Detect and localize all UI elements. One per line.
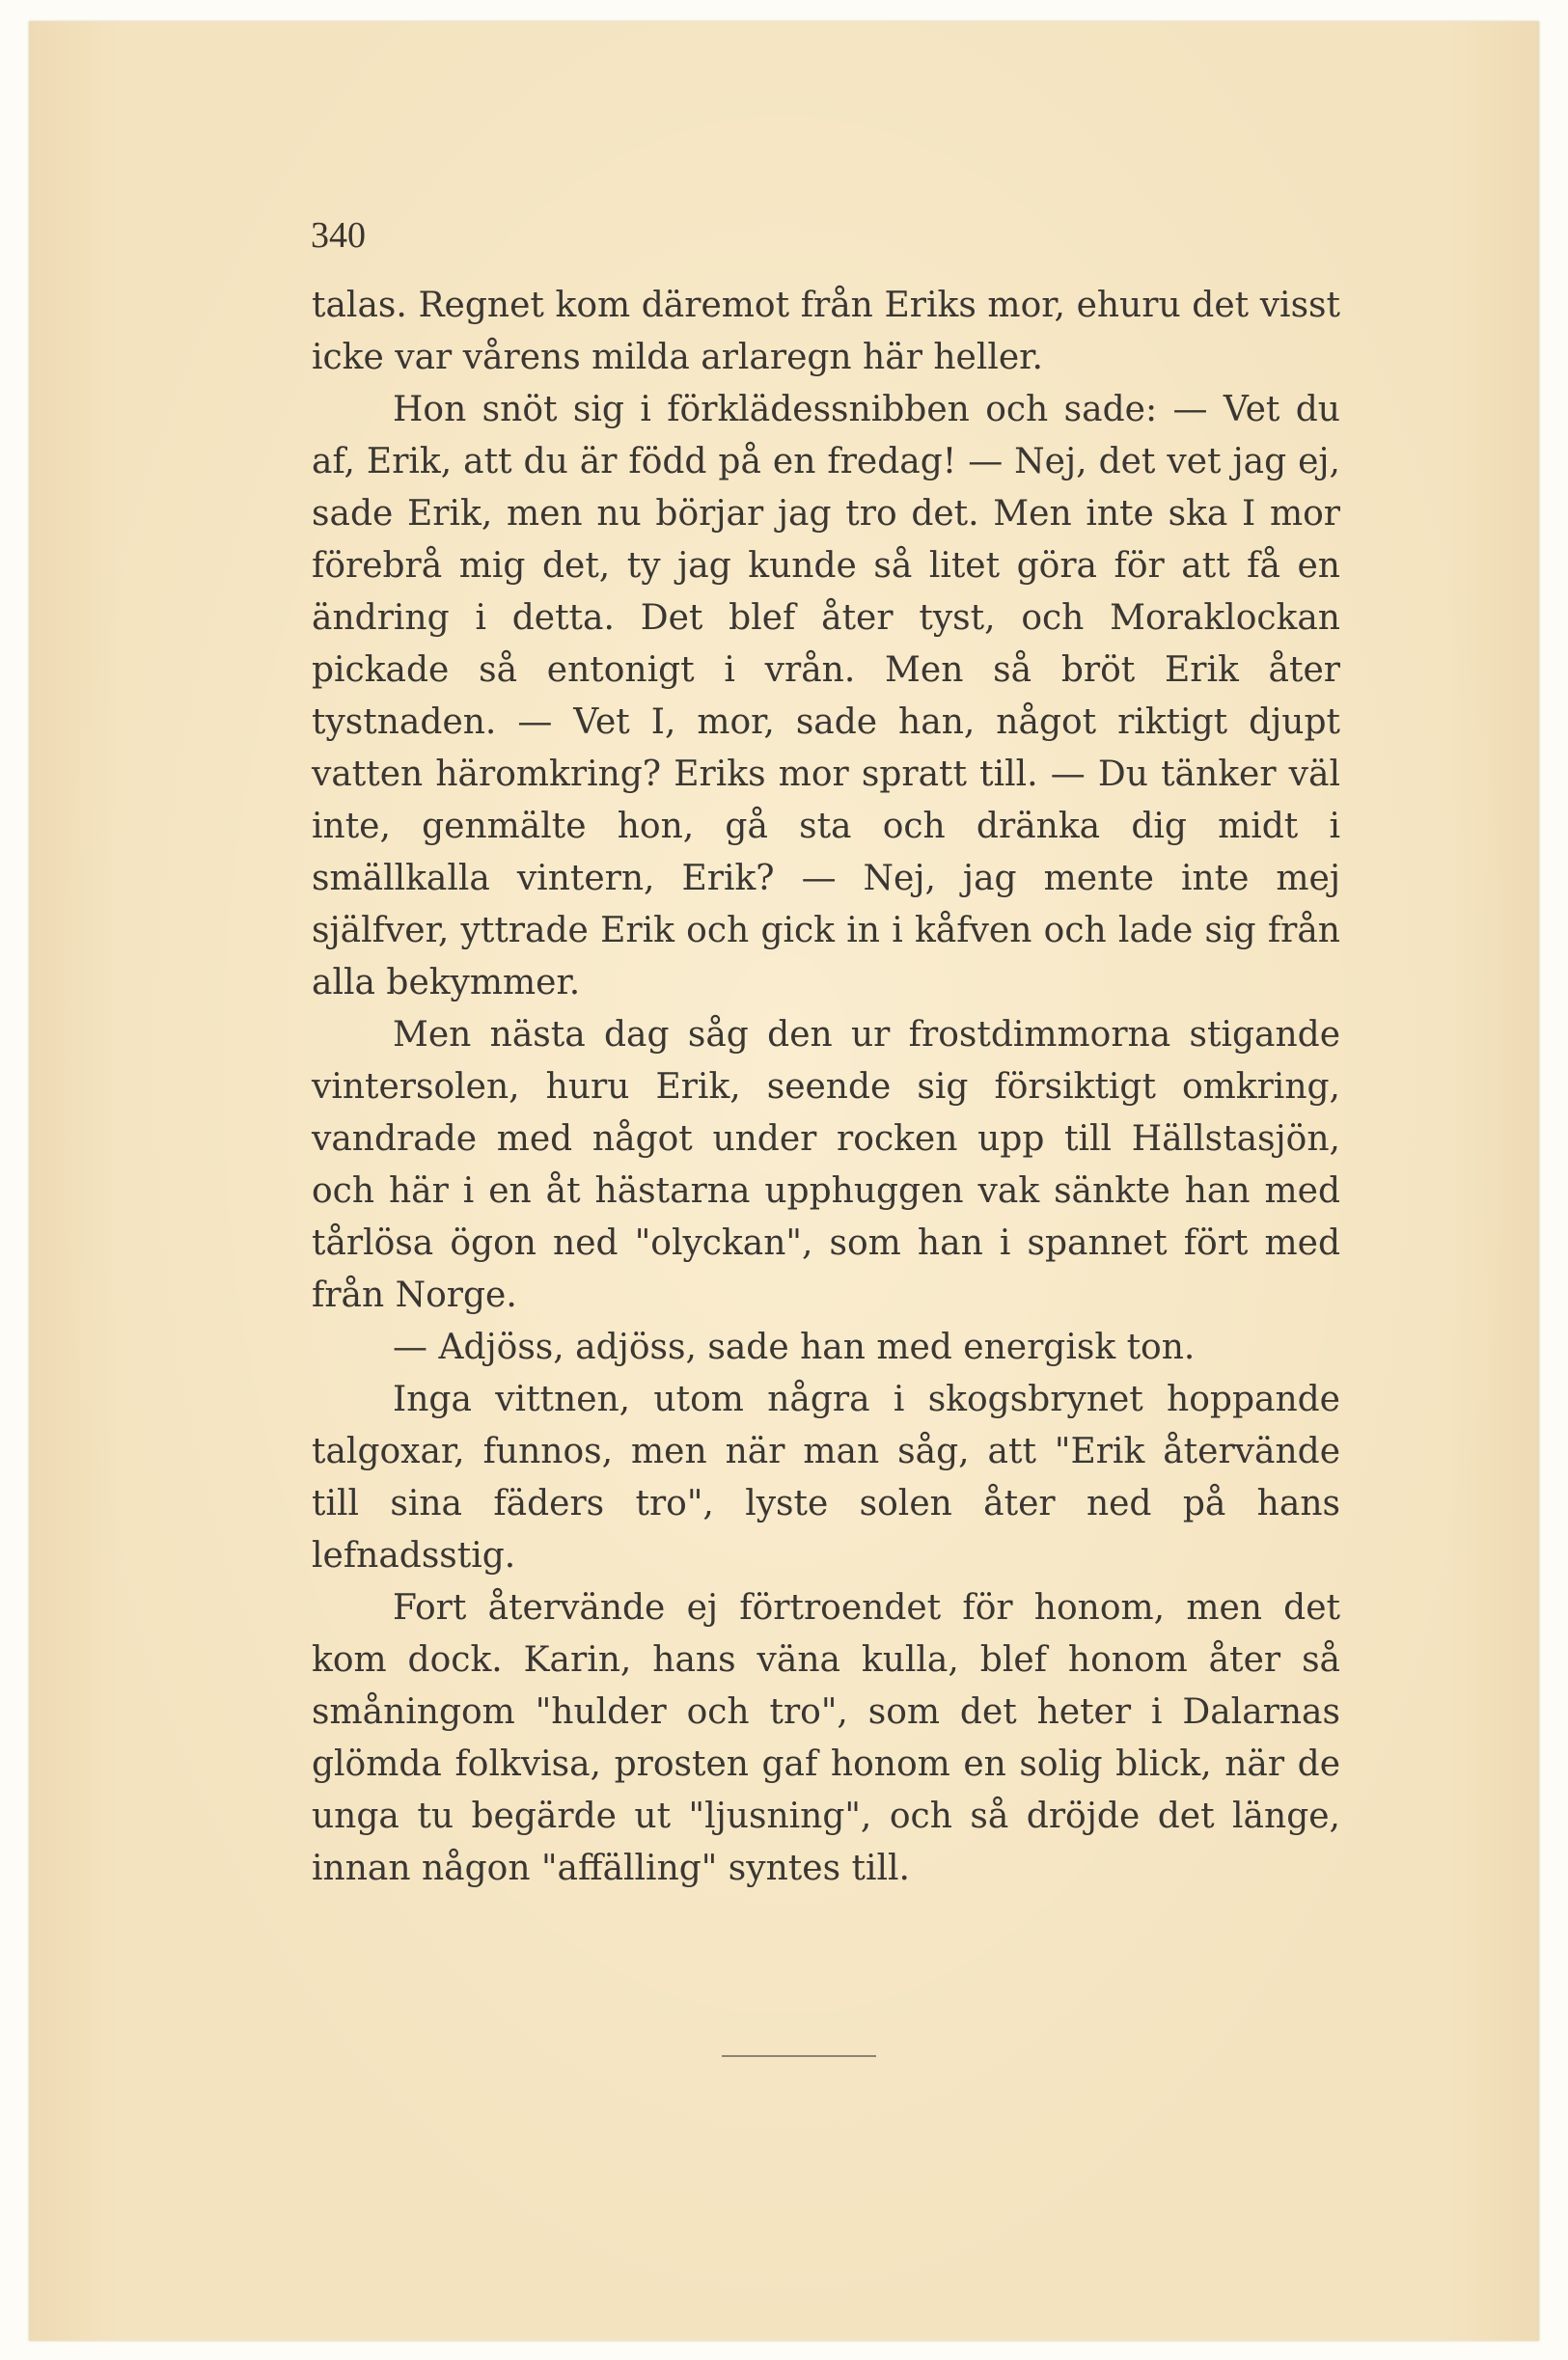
paragraph: Inga vittnen, utom några i skogsbrynet hoppande talgoxar, funnos, men när man såg, att "Erik återvände till sina fäders tro", lyste solen åter ned på hans lefnadsstig. [312,1380,1340,1576]
paragraph: Men nästa dag såg den ur frostdimmorna stigande vintersolen, huru Erik, seende sig försiktigt omkring, vandrade med något under rocken upp till Hällstasjön, och här i en åt hästarna upphuggen vak sänkte han med tårlösa ögon ned "olyckan", som han i spannet fört med från Norge. [312,1015,1340,1315]
paragraph: talas. Regnet kom däremot från Eriks mor, ehuru det visst icke var vårens milda arlaregn här heller. [312,286,1340,377]
paragraph: — Adjöss, adjöss, sade han med energisk ton. [393,1328,1196,1367]
paragraph: Hon snöt sig i förklädessnibben och sade: — Vet du af, Erik, att du är född på en fredag! — Nej, det vet jag ej, sade Erik, men nu börjar jag tro det. Men inte ska I mor förebrå mig det, ty jag kunde så litet göra för att få en ändring i detta. Det blef åter tyst, och Moraklockan pickade så entonigt i vrån. Men så bröt Erik åter tystnaden. — Vet I, mor, sade han, något riktigt djupt vatten häromkring? Eriks mor spratt till. — Du tänker väl inte, genmälte hon, gå sta och dränka dig midt i smällkalla vintern, Erik? — Nej, jag mente inte mej själfver, yttrade Erik och gick in i kåfven och lade sig från alla bekymmer. [312,390,1340,1002]
body-text [312,280,1340,1895]
section-end-rule [722,2055,876,2057]
paragraph: Fort återvände ej förtroendet för honom, men det kom dock. Karin, hans väna kulla, blef honom åter så småningom "hulder och tro", som det heter i Dalarnas glömda folkvisa, prosten gaf honom en solig blick, när de unga tu begärde ut "ljusning", och så dröjde det länge, innan någon "affälling" syntes till. [312,1588,1340,1888]
page-number: 340 [311,215,366,256]
